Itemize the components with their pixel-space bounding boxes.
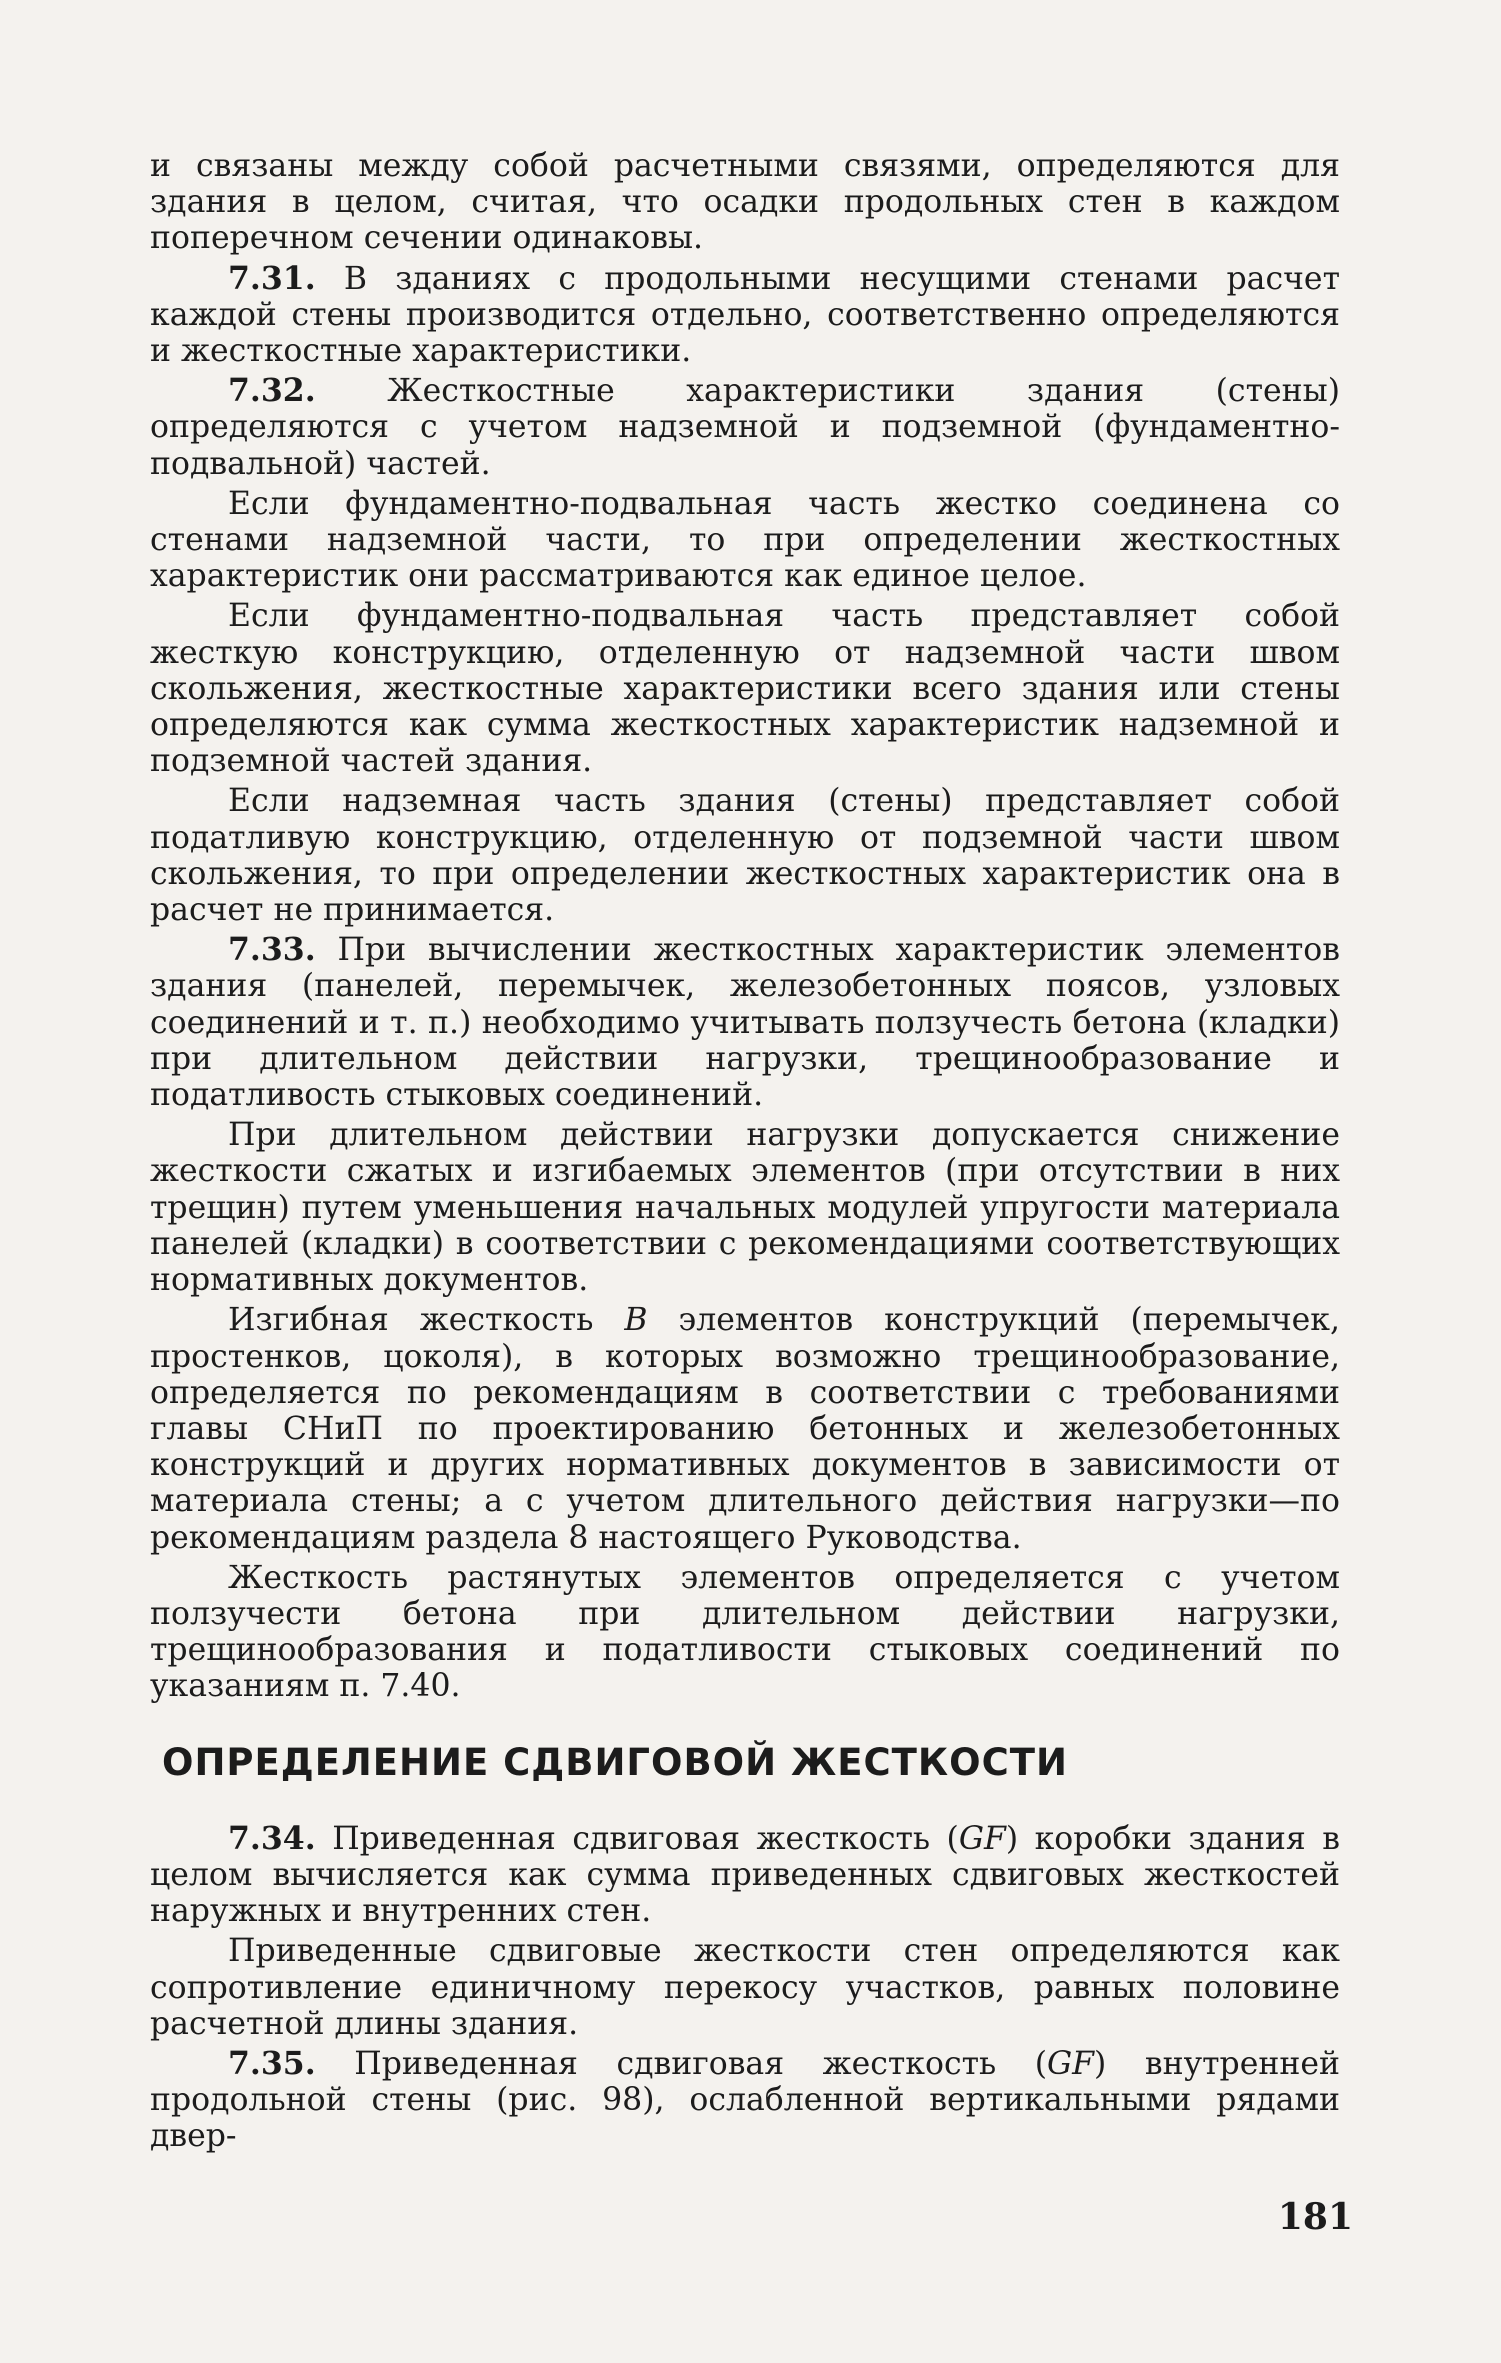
- paragraph-continuation: [150, 148, 1340, 257]
- paragraph-text: При вычислении жесткостных характеристик элементов здания (панелей, перемычек, железобетонных поясов, узловых соединений и т. п.) необходимо учитывать ползучесть бетона (кладки) при длительном действии нагрузки, трещинообразование и податливость стыковых соединений.: [150, 932, 1340, 1114]
- paragraph-text: Приведенные сдвиговые жесткости стен определяются как сопротивление единичному перекосу участков, равных половине расчетной длины здания.: [150, 1933, 1340, 2042]
- paragraph-text: Приведенная сдвиговая жесткость (: [354, 2045, 1047, 2082]
- paragraph: [150, 1117, 1340, 1298]
- paragraph-7-31: [150, 261, 1340, 370]
- paragraph-text: В зданиях с продольными несущими стенами расчет каждой стены производится отдельно, соответственно определяются и жесткостные характеристики.: [150, 260, 1340, 370]
- paragraph-text: и связаны между собой расчетными связями, определяются для здания в целом, считая, что осадки продольных стен в каждом поперечном сечении одинаковы.: [150, 148, 1340, 257]
- paragraph-7-32: [150, 373, 1340, 482]
- paragraph-7-33: [150, 932, 1340, 1113]
- paragraph: [150, 783, 1340, 928]
- symbol-gf: GF: [1047, 2045, 1095, 2082]
- paragraph-text: ) коробки здания в целом вычисляется как сумма приведенных сдвиговых жесткостей наружных и внутренних стен.: [150, 1820, 1340, 1930]
- page-number: 181: [1277, 2196, 1353, 2238]
- symbol-b: B: [624, 1302, 648, 1339]
- paragraph-text: Если фундаментно-подвальная часть жестко соединена со стенами надземной части, то при определении жесткостных характеристик они рассматриваются как единое целое.: [150, 485, 1340, 595]
- symbol-gf: GF: [958, 1820, 1006, 1857]
- section-heading: ОПРЕДЕЛЕНИЕ СДВИГОВОЙ ЖЕСТКОСТИ: [162, 1740, 1068, 1784]
- section-number: 7.31.: [228, 259, 316, 297]
- paragraph-text: Жесткостные характеристики здания (стены) определяются с учетом надземной и подземной (фундаментно-подвальной) частей.: [150, 373, 1340, 482]
- paragraph-bending-stiffness: [150, 1302, 1340, 1555]
- paragraph-text: Приведенная сдвиговая жесткость (: [332, 1820, 959, 1857]
- paragraph: [150, 1933, 1340, 2042]
- section-number: 7.32.: [228, 372, 316, 410]
- paragraph-text: Жесткость растянутых элементов определяется с учетом ползучести бетона при длительном действии нагрузки, трещинообразования и податливости стыковых соединений по указаниям п. 7.40.: [150, 1559, 1340, 1705]
- paragraph-7-34: [150, 1821, 1340, 1930]
- page-text: [150, 148, 1340, 2159]
- paragraph-7-35: [150, 2046, 1340, 2155]
- paragraph: [150, 1560, 1340, 1705]
- section-number: 7.33.: [228, 931, 316, 969]
- section-number: 7.35.: [228, 2044, 316, 2082]
- paragraph: [150, 486, 1340, 595]
- paragraph-text: При длительном действии нагрузки допускается снижение жесткости сжатых и изгибаемых элементов (при отсутствии в них трещин) путем уменьшения начальных модулей упругости материала панелей (кладки) в соответствии с рекомендациями соответствующих нормативных документов.: [150, 1117, 1340, 1299]
- paragraph: [150, 598, 1340, 779]
- paragraph-text: Если фундаментно-подвальная часть представляет собой жесткую конструкцию, отделенную от надземной части швом скольжения, жесткостные характеристики всего здания или стены определяются как сумма жесткостных характеристик надземной и подземной частей здания.: [150, 598, 1340, 780]
- paragraph-text: Изгибная жесткость: [228, 1302, 625, 1339]
- paragraph-text: ) внутренней продольной стены (рис. 98), ослабленной вертикальными рядами двер-: [150, 2045, 1340, 2155]
- paragraph-text: элементов конструкций (перемычек, простенков, цоколя), в которых возможно трещинообразование, определяется по рекомендациям в соответствии с требованиями главы СНиП по проектированию бетонных и железобетонных конструкций и других нормативных документов в зависимости от материала стены; а с учетом длительного действия нагрузки—по рекомендациям раздела 8 настоящего Руководства.: [150, 1302, 1340, 1556]
- paragraph-text: Если надземная часть здания (стены) представляет собой податливую конструкцию, отделенную от подземной части швом скольжения, то при определении жесткостных характеристик она в расчет не принимается.: [150, 783, 1340, 929]
- section-number: 7.34.: [228, 1819, 316, 1857]
